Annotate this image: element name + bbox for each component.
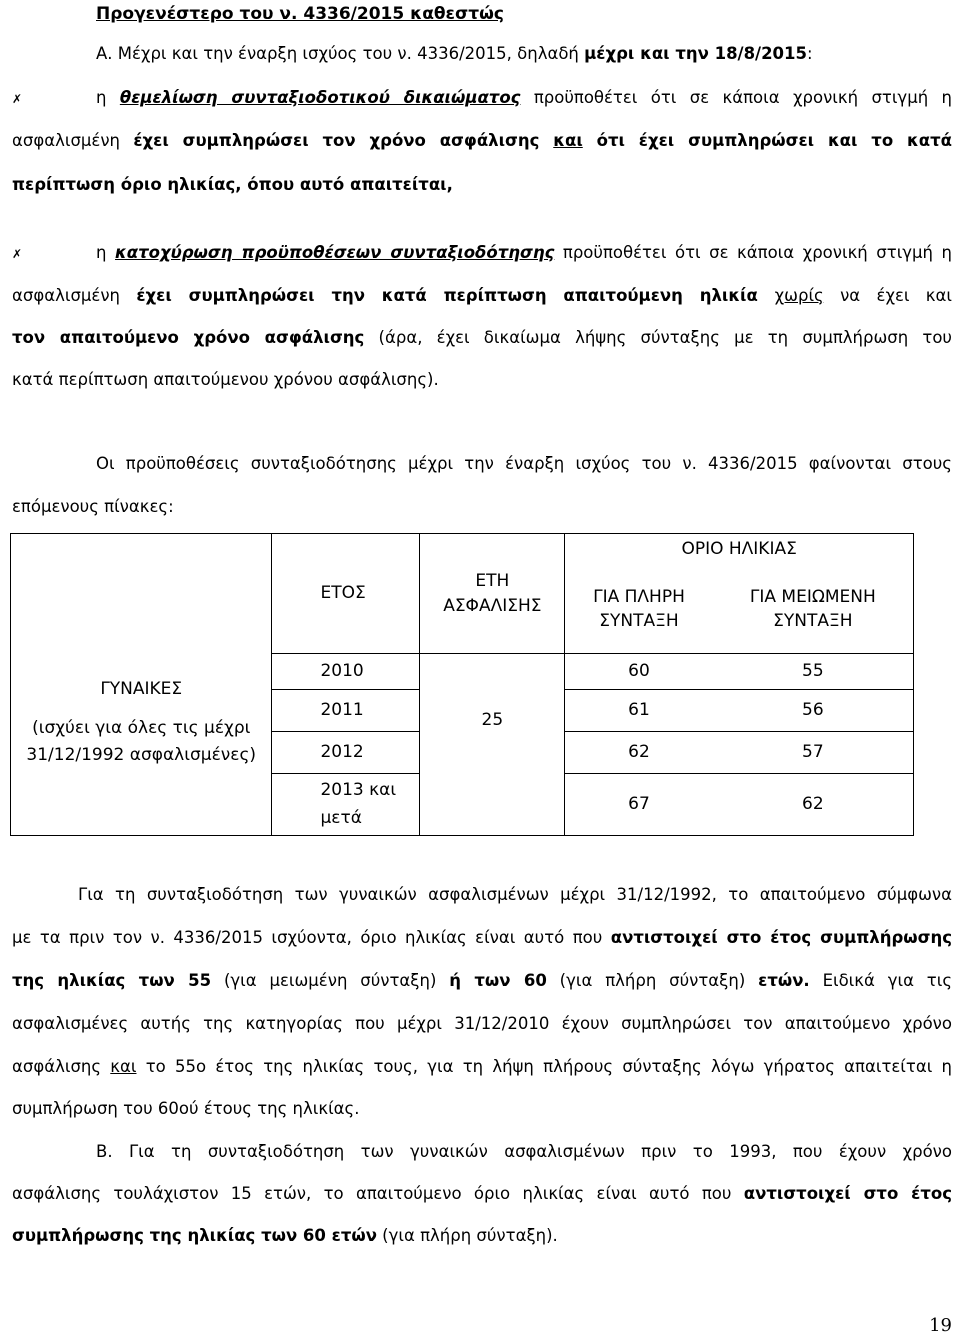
table-row-year: 2011	[272, 690, 420, 732]
bullet1-line3: περίπτωση όριο ηλικίας, όπου αυτό απαιτείται,	[12, 175, 453, 194]
para1-line3: της ηλικίας των 55 (για μειωμένη σύνταξη) ή των 60 (για πλήρη σύνταξη) ετών. Ειδικά για τις	[12, 971, 953, 990]
col-header-years-insurance: ΕΤΗ ΑΣΦΑΛΙΣΗΣ	[420, 534, 565, 654]
table-row-year: 2010	[272, 654, 420, 690]
table-cell-full: 61	[565, 690, 713, 732]
years-insurance-value: 25	[420, 690, 565, 836]
women-group-cell	[11, 534, 272, 836]
para1-line5: ασφάλισης και το 55ο έτος της ηλικίας τους, για τη λήψη πλήρους σύνταξης λόγω γήρατος απαιτείται η	[12, 1057, 952, 1076]
bullet-icon: ✗	[12, 92, 23, 106]
bullet2-line1: η κατοχύρωση προϋποθέσεων συνταξιοδότησης προϋποθέτει ότι σε κάποια χρονική στιγμή η	[96, 243, 953, 262]
bullet1-line2: ασφαλισμένη έχει συμπληρώσει τον χρόνο ασφάλισης και ότι έχει συμπληρώσει και το κατά	[12, 131, 952, 150]
para2-line1: Β. Για τη συνταξιοδότηση των γυναικών ασφαλισμένων πριν το 1993, που έχουν χρόνο	[96, 1142, 952, 1161]
intro-line1: Οι προϋποθέσεις συνταξιοδότησης μέχρι την έναρξη ισχύος του ν. 4336/2015 φαίνονται στους	[96, 454, 952, 473]
col-header-age-limit: ΟΡΙΟ ΗΛΙΚΙΑΣ	[565, 534, 914, 566]
table-cell-full: 62	[565, 732, 713, 774]
para1-line1: Για τη συνταξιοδότηση των γυναικών ασφαλισμένων μέχρι 31/12/1992, το απαιτούμενο σύμφωνα	[78, 885, 952, 904]
table-cell-reduced: 55	[713, 654, 914, 690]
para2-line3: συμπλήρωσης της ηλικίας των 60 ετών (για πλήρη σύνταξη).	[12, 1226, 558, 1245]
col-header-full-pension: ΓΙΑ ΠΛΗΡΗ ΣΥΝΤΑΞΗ	[565, 566, 713, 654]
para1-line2: με τα πριν τον ν. 4336/2015 ισχύοντα, όριο ηλικίας είναι αυτό που αντιστοιχεί στο έτος συμπλήρωσης	[12, 928, 952, 947]
col-header-reduced-pension: ΓΙΑ ΜΕΙΩΜΕΝΗ ΣΥΝΤΑΞΗ	[713, 566, 914, 654]
section-a-intro: Α. Μέχρι και την έναρξη ισχύος του ν. 4336/2015, δηλαδή μέχρι και την 18/8/2015:	[96, 44, 813, 63]
table-row-year: 2013 και μετά	[272, 774, 420, 836]
page-heading: Προγενέστερο του ν. 4336/2015 καθεστώς	[96, 4, 504, 24]
age-limits-table	[10, 533, 914, 836]
bullet2-line4: κατά περίπτωση απαιτούμενου χρόνου ασφάλισης).	[12, 370, 439, 389]
table-row-year: 2012	[272, 732, 420, 774]
bullet2-line2: ασφαλισμένη έχει συμπληρώσει την κατά περίπτωση απαιτούμενη ηλικία χωρίς να έχει και	[12, 286, 952, 305]
bullet-icon: ✗	[12, 247, 23, 261]
para1-line6: συμπλήρωση του 60ού έτους της ηλικίας.	[12, 1099, 360, 1118]
table-cell-full: 67	[565, 774, 713, 836]
table-cell-reduced: 62	[713, 774, 914, 836]
table-cell-empty	[420, 654, 565, 690]
bullet2-line3: τον απαιτούμενο χρόνο ασφάλισης (άρα, έχει δικαίωμα λήψης σύνταξης με τη συμπλήρωση του	[12, 328, 952, 347]
group-note: (ισχύει για όλες τις μέχρι 31/12/1992 ασφαλισμένες)	[26, 718, 257, 765]
bullet1-line1: η θεμελίωση συνταξιοδοτικού δικαιώματος προϋποθέτει ότι σε κάποια χρονική στιγμή η	[96, 88, 953, 107]
para2-line2: ασφάλισης τουλάχιστον 15 ετών, το απαιτούμενο όριο ηλικίας είναι αυτό που αντιστοιχεί στο έτος	[12, 1184, 952, 1203]
page-number: 19	[929, 1315, 952, 1336]
para1-line4: ασφαλισμένες αυτής της κατηγορίας που μέχρι 31/12/2010 έχουν συμπληρώσει τον απαιτούμενο χρόνο	[12, 1014, 952, 1033]
table-cell-full: 60	[565, 654, 713, 690]
col-header-year: ΕΤΟΣ	[272, 534, 420, 654]
group-label: ΓΥΝΑΙΚΕΣ	[100, 679, 183, 699]
table-cell-reduced: 57	[713, 732, 914, 774]
table-cell-reduced: 56	[713, 690, 914, 732]
intro-line2: επόμενους πίνακες:	[12, 497, 174, 516]
